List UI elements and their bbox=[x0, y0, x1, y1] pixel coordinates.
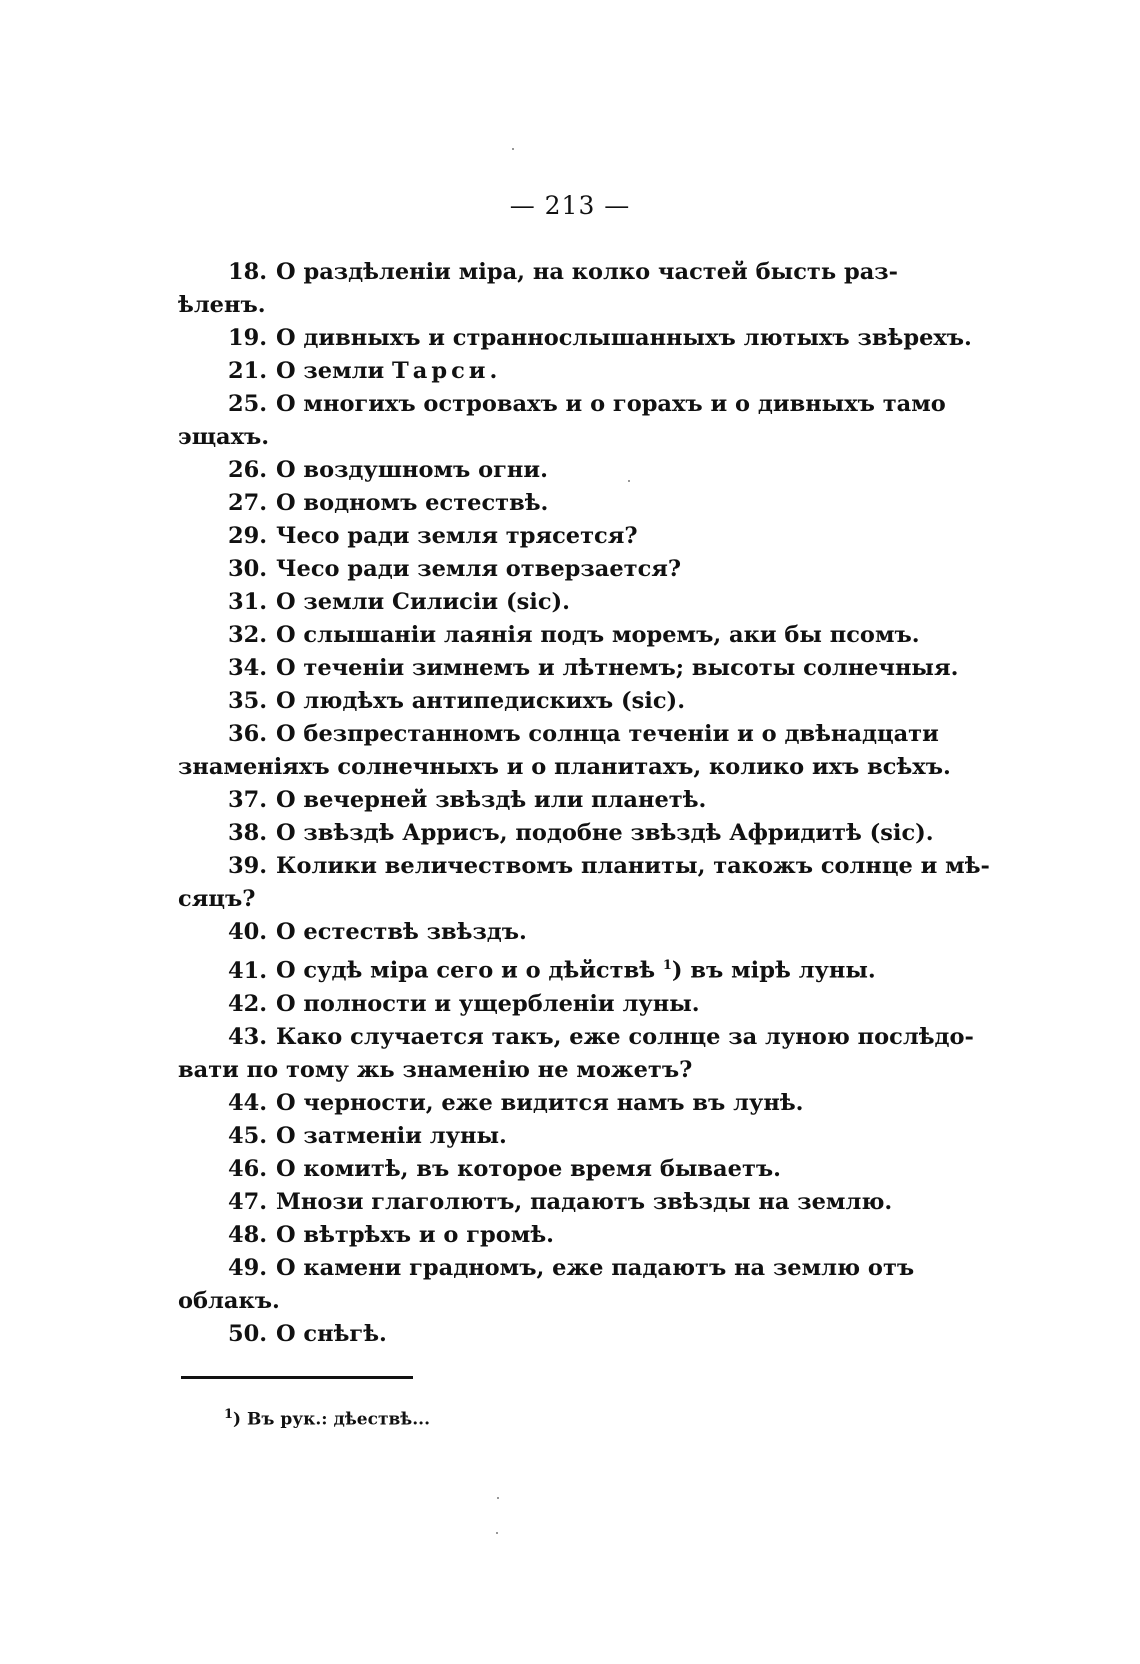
entry-text: О воздушномъ огни. bbox=[276, 457, 548, 483]
entry-text: О водномъ естествѣ. bbox=[276, 490, 549, 516]
entry-text: О затменіи луны. bbox=[276, 1122, 507, 1149]
entry-number: 36. bbox=[228, 721, 268, 747]
entry-text: О раздѣленіи міра, на колко частей бысть раз- bbox=[276, 259, 898, 285]
toc-entry bbox=[178, 1186, 902, 1219]
toc-entry bbox=[178, 850, 990, 916]
entry-text: О комитѣ, въ которое время бываетъ. bbox=[276, 1155, 781, 1182]
entry-text: О звѣздѣ Аррисъ, подобне звѣздѣ Афридитѣ (sic). bbox=[276, 820, 934, 846]
entry-text: Мнози глаголютъ, падаютъ звѣзды на землю. bbox=[276, 1188, 893, 1215]
entry-number: 25. bbox=[228, 391, 268, 417]
entry-number: 43. bbox=[228, 1023, 268, 1050]
toc-entry bbox=[178, 454, 902, 487]
entry-continuation: знаменіяхъ солнечныхъ и о планитахъ, колико ихъ всѣхъ. bbox=[178, 754, 951, 780]
entry-text: О слышаніи лаянія подъ моремъ, аки бы псомъ. bbox=[276, 622, 920, 648]
entry-number: 35. bbox=[228, 688, 268, 714]
toc-entry bbox=[178, 388, 946, 454]
paper-speck bbox=[497, 1497, 499, 1499]
entry-number: 32. bbox=[228, 622, 268, 648]
entry-number: 31. bbox=[228, 589, 268, 615]
footnote bbox=[224, 1407, 430, 1430]
entry-number: 40. bbox=[228, 919, 268, 945]
entry-text: О камени градномъ, еже падаютъ на землю отъ bbox=[276, 1254, 915, 1281]
footnote-marker: 1 bbox=[224, 1407, 234, 1422]
toc-entry bbox=[178, 1219, 902, 1252]
toc-entry bbox=[178, 355, 902, 388]
entry-text: Чесо ради земля трясется? bbox=[276, 523, 638, 549]
entry-number: 46. bbox=[228, 1155, 268, 1182]
entry-text: О земли bbox=[276, 358, 393, 384]
entry-number: 47. bbox=[228, 1188, 268, 1215]
entry-number: 26. bbox=[228, 457, 268, 483]
entry-text: О многихъ островахъ и о горахъ и о дивныхъ тамо bbox=[276, 391, 946, 417]
entry-text: О полности и ущербленіи луны. bbox=[276, 990, 700, 1017]
entry-text: О безпрестанномъ солнца теченіи и о двѣнадцати bbox=[276, 721, 939, 747]
entry-text: Како случается такъ, еже солнце за луною послѣдо- bbox=[276, 1023, 974, 1050]
entry-number: 41. bbox=[228, 957, 268, 984]
entry-text: О земли Силисіи (sic). bbox=[276, 589, 570, 615]
entry-number: 48. bbox=[228, 1221, 268, 1248]
entry-continuation: облакъ. bbox=[178, 1287, 280, 1314]
entry-number: 29. bbox=[228, 523, 268, 549]
toc-entry bbox=[178, 949, 902, 988]
entry-number: 44. bbox=[228, 1089, 268, 1116]
entry-text: О судѣ міра сего и о дѣйствѣ bbox=[276, 957, 663, 984]
toc-entry bbox=[178, 817, 934, 850]
toc-entry bbox=[178, 487, 902, 520]
paper-speck bbox=[496, 1532, 498, 1534]
toc-entry bbox=[178, 520, 902, 553]
toc-entry bbox=[178, 1153, 902, 1186]
paper-speck bbox=[628, 480, 630, 482]
entry-text: О черности, еже видится намъ въ лунѣ. bbox=[276, 1089, 804, 1116]
entry-number: 27. bbox=[228, 490, 268, 516]
entry-number: 50. bbox=[228, 1320, 268, 1347]
entry-number: 37. bbox=[228, 787, 268, 813]
entry-text-end: . bbox=[489, 358, 498, 384]
toc-entry bbox=[178, 652, 959, 685]
footnote-divider bbox=[181, 1376, 413, 1379]
entry-number: 39. bbox=[228, 853, 268, 879]
toc-entry bbox=[178, 685, 902, 718]
entry-number: 42. bbox=[228, 990, 268, 1017]
entry-text: О теченіи зимнемъ и лѣтнемъ; высоты солнечныя. bbox=[276, 655, 959, 681]
toc-entry bbox=[178, 1120, 902, 1153]
entry-text: Чесо ради земля отверзается? bbox=[276, 556, 682, 582]
toc-entry bbox=[178, 784, 902, 817]
entry-text: О дивныхъ и страннослышанныхъ лютыхъ звѣрехъ. bbox=[276, 325, 972, 351]
entry-text: О естествѣ звѣздъ. bbox=[276, 919, 527, 945]
entry-number: 21. bbox=[228, 358, 268, 384]
toc-entry bbox=[178, 916, 902, 949]
footnote-reference: 1 bbox=[662, 958, 672, 973]
entry-number: 18. bbox=[228, 259, 268, 285]
entry-number: 38. bbox=[228, 820, 268, 846]
entry-text: О снѣгѣ. bbox=[276, 1320, 387, 1347]
entry-text: О людѣхъ антипедискихъ (sic). bbox=[276, 688, 686, 714]
footnote-text: ) Въ рук.: дѣествѣ... bbox=[233, 1409, 430, 1430]
entry-number: 34. bbox=[228, 655, 268, 681]
toc-entry bbox=[178, 553, 902, 586]
entry-number: 19. bbox=[228, 325, 268, 351]
toc-entry bbox=[178, 718, 951, 784]
entry-continuation: вати по тому жь знаменію не можетъ? bbox=[178, 1056, 693, 1083]
entry-number: 49. bbox=[228, 1254, 268, 1281]
entry-text-spaced: Тарси bbox=[392, 358, 490, 384]
toc-entry bbox=[178, 1087, 902, 1120]
paper-speck bbox=[512, 148, 514, 150]
entry-continuation: эщахъ. bbox=[178, 424, 270, 450]
entry-text-end: ) въ мірѣ луны. bbox=[671, 957, 876, 984]
entry-text: О вѣтрѣхъ и о громѣ. bbox=[276, 1221, 554, 1248]
toc-entry bbox=[178, 256, 902, 322]
entry-number: 45. bbox=[228, 1122, 268, 1149]
entry-continuation: ѣленъ. bbox=[178, 292, 266, 318]
toc-entry bbox=[178, 988, 902, 1021]
page-number: — 213 — bbox=[509, 191, 631, 220]
toc-entry bbox=[178, 1318, 902, 1351]
entry-continuation: сяцъ? bbox=[178, 886, 256, 912]
toc-entry bbox=[178, 322, 972, 355]
toc-entry bbox=[178, 1252, 915, 1318]
entry-text: Колики величествомъ планиты, такожъ солнце и мѣ- bbox=[276, 853, 990, 879]
toc-entry bbox=[178, 619, 920, 652]
entry-text: О вечерней звѣздѣ или планетѣ. bbox=[276, 787, 707, 813]
toc-entry bbox=[178, 586, 902, 619]
entry-number: 30. bbox=[228, 556, 268, 582]
table-of-contents bbox=[178, 256, 990, 1351]
toc-entry bbox=[178, 1021, 974, 1087]
